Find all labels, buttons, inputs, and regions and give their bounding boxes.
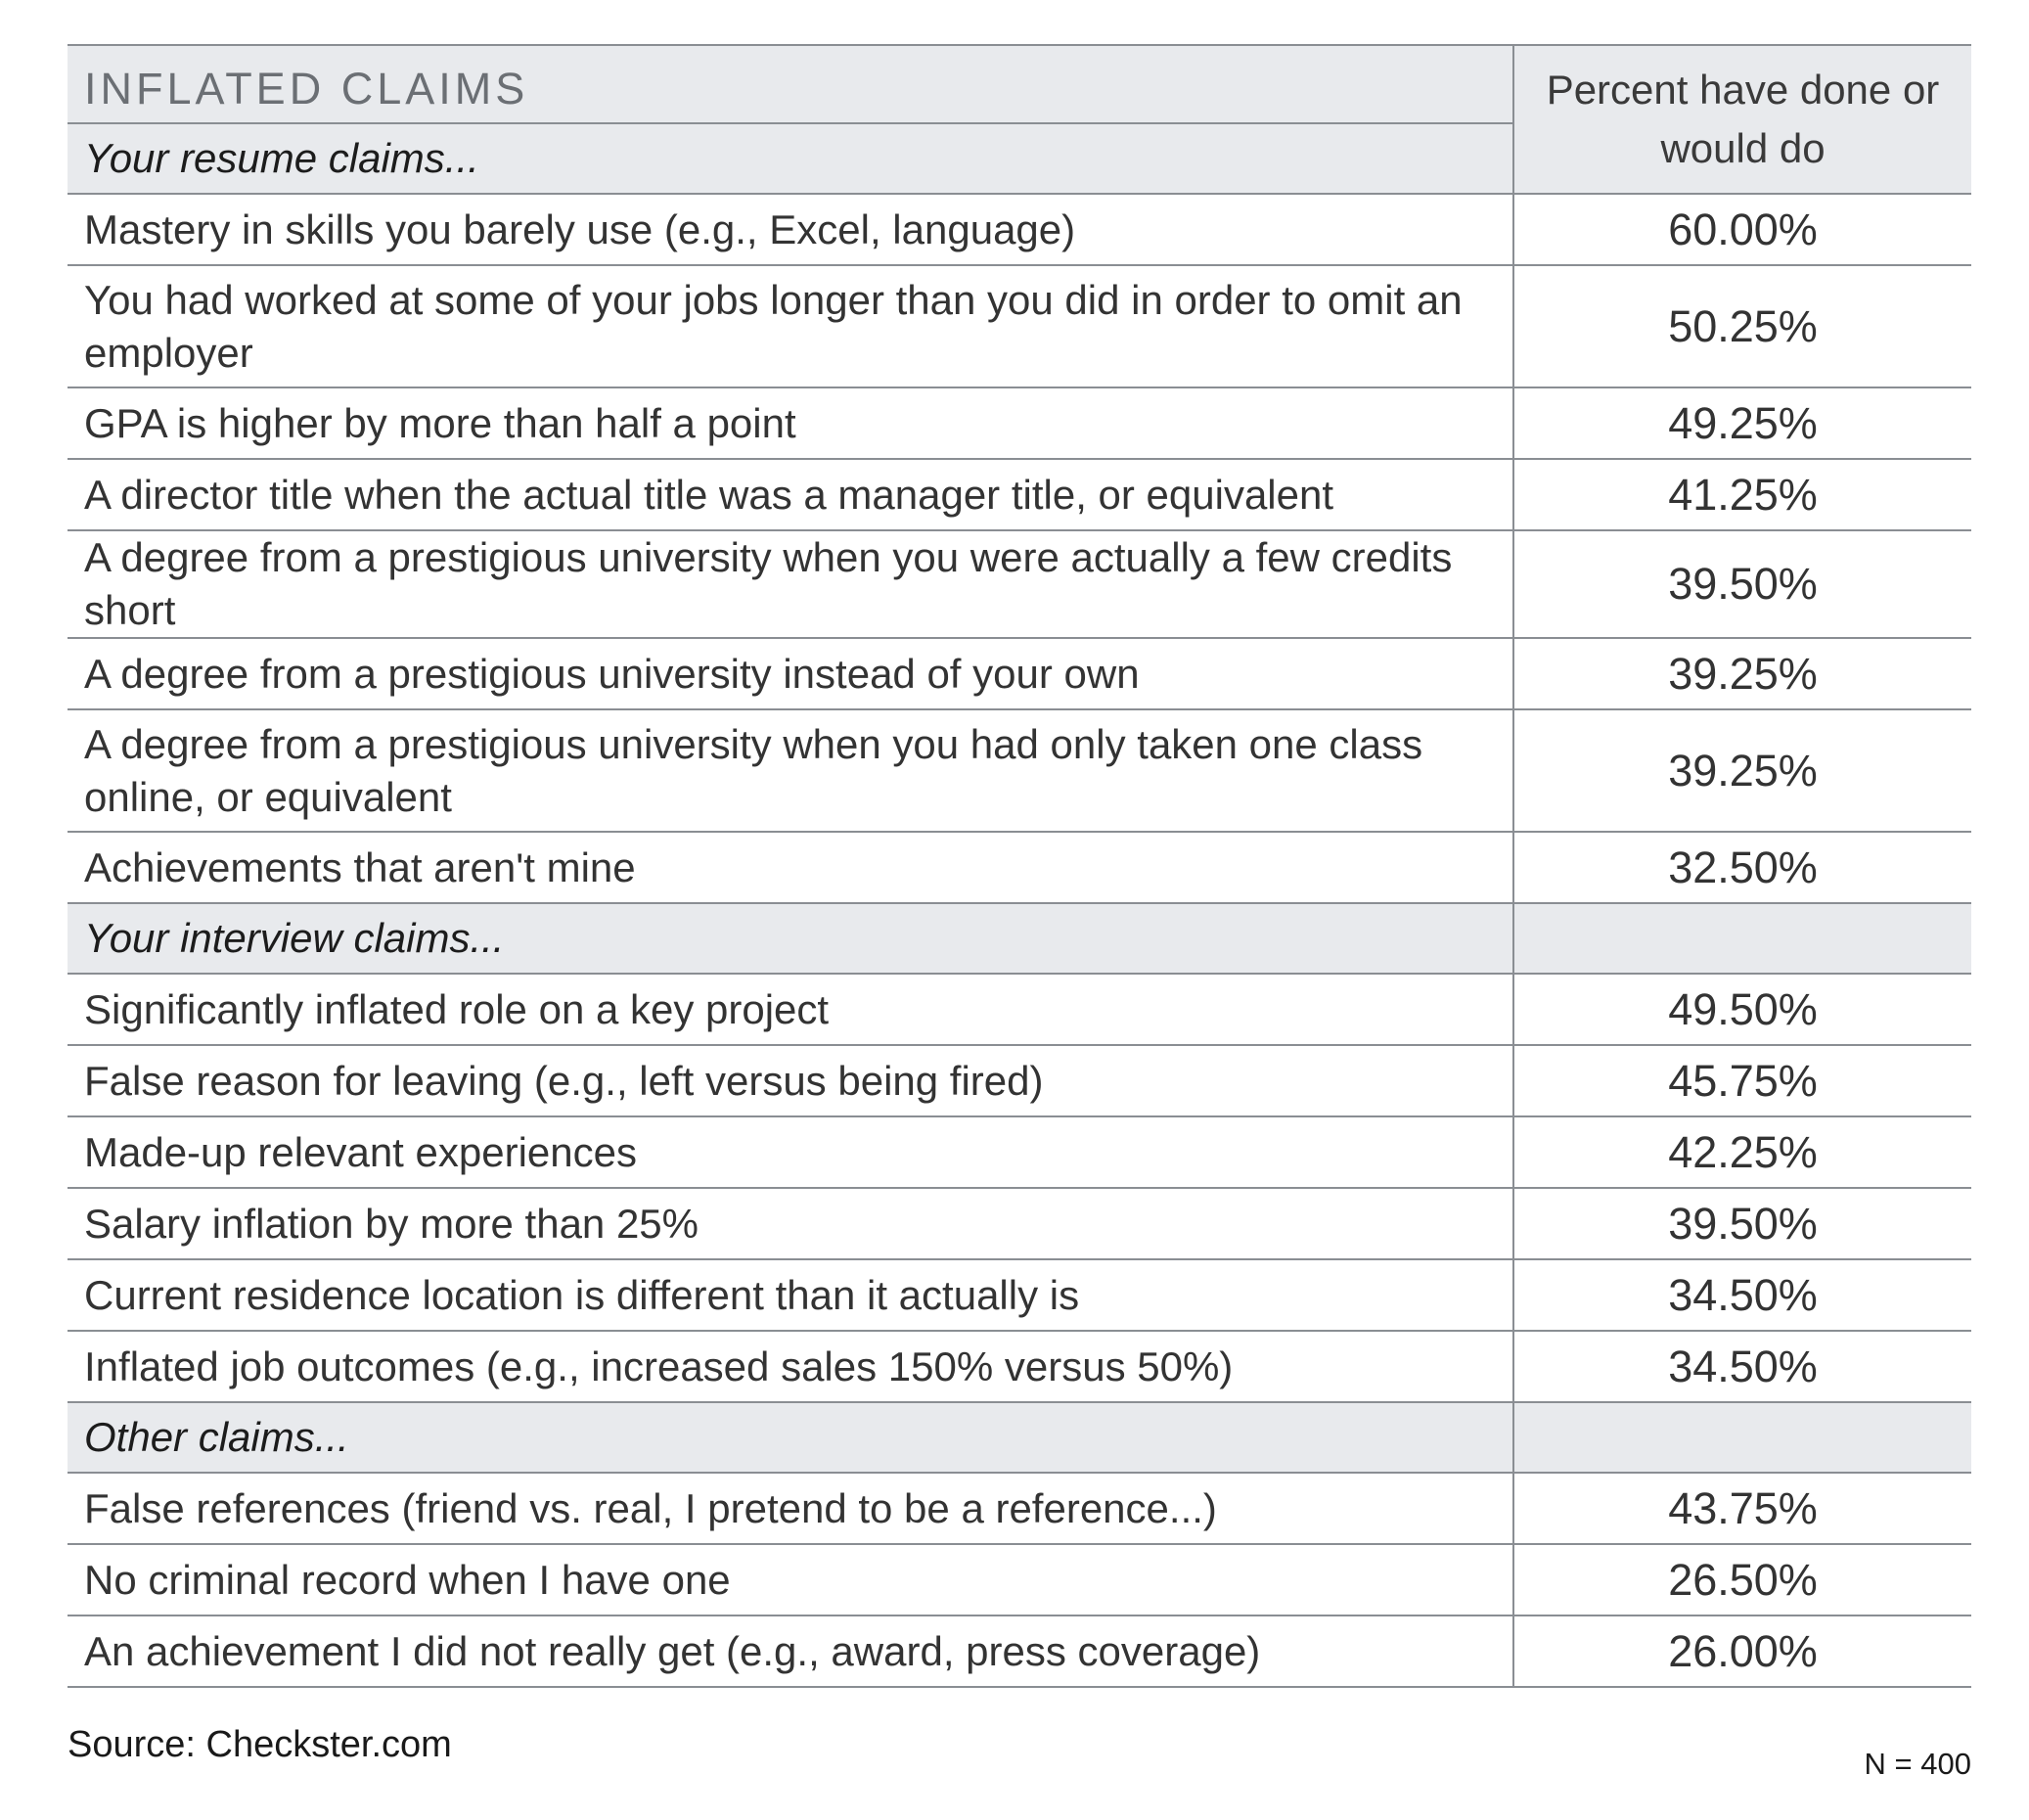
- claim-percent: 39.50%: [1513, 1188, 1971, 1259]
- table-row: [68, 832, 1971, 903]
- value-column-header: Percent have done or would do: [1513, 45, 1971, 194]
- table-row: [68, 1188, 1971, 1259]
- table-row: [68, 459, 1971, 530]
- claim-percent: 39.25%: [1513, 638, 1971, 709]
- claim-label: False reason for leaving (e.g., left versus being fired): [68, 1045, 1513, 1116]
- claim-label: Current residence location is different than it actually is: [68, 1259, 1513, 1331]
- table-row: [68, 1259, 1971, 1331]
- claim-label: False references (friend vs. real, I pretend to be a reference...): [68, 1473, 1513, 1544]
- inflated-claims-table: [68, 44, 1971, 1688]
- claims-table-container: [68, 44, 1971, 1688]
- claim-label: Mastery in skills you barely use (e.g., Excel, language): [68, 194, 1513, 265]
- section-header-row: [68, 1402, 1971, 1473]
- section-header-row: [68, 903, 1971, 974]
- table-row: [68, 530, 1971, 638]
- claim-percent: 34.50%: [1513, 1331, 1971, 1402]
- table-row: [68, 1544, 1971, 1615]
- claim-percent: 41.25%: [1513, 459, 1971, 530]
- claim-percent: 60.00%: [1513, 194, 1971, 265]
- claim-percent: 32.50%: [1513, 832, 1971, 903]
- claim-label: Significantly inflated role on a key project: [68, 974, 1513, 1045]
- claim-percent: 39.25%: [1513, 709, 1971, 832]
- table-row: [68, 1331, 1971, 1402]
- claim-label: A director title when the actual title was a manager title, or equivalent: [68, 459, 1513, 530]
- table-title: INFLATED CLAIMS: [68, 45, 1513, 123]
- table-row: [68, 265, 1971, 387]
- claim-percent: 39.50%: [1513, 530, 1971, 638]
- claim-label: A degree from a prestigious university instead of your own: [68, 638, 1513, 709]
- claim-label: An achievement I did not really get (e.g., award, press coverage): [68, 1615, 1513, 1687]
- claim-percent: 26.50%: [1513, 1544, 1971, 1615]
- section-heading-value-cell: [1513, 1402, 1971, 1473]
- claim-label: GPA is higher by more than half a point: [68, 387, 1513, 459]
- claim-label: Made-up relevant experiences: [68, 1116, 1513, 1188]
- claim-percent: 49.50%: [1513, 974, 1971, 1045]
- table-header-row: [68, 45, 1971, 123]
- section-heading: Other claims...: [68, 1402, 1513, 1473]
- source-note: Source: Checkster.com: [68, 1724, 452, 1765]
- claim-percent: 50.25%: [1513, 265, 1971, 387]
- table-row: [68, 387, 1971, 459]
- claim-label: No criminal record when I have one: [68, 1544, 1513, 1615]
- table-row: [68, 194, 1971, 265]
- claim-percent: 34.50%: [1513, 1259, 1971, 1331]
- table-row: [68, 1116, 1971, 1188]
- table-row: [68, 1045, 1971, 1116]
- claim-label: Salary inflation by more than 25%: [68, 1188, 1513, 1259]
- table-row: [68, 974, 1971, 1045]
- claim-label: Inflated job outcomes (e.g., increased sales 150% versus 50%): [68, 1331, 1513, 1402]
- claim-percent: 43.75%: [1513, 1473, 1971, 1544]
- claim-percent: 42.25%: [1513, 1116, 1971, 1188]
- claim-label: Achievements that aren't mine: [68, 832, 1513, 903]
- table-row: [68, 709, 1971, 832]
- claim-percent: 49.25%: [1513, 387, 1971, 459]
- claim-label: You had worked at some of your jobs longer than you did in order to omit an employer: [68, 265, 1513, 387]
- section-heading-value-cell: [1513, 903, 1971, 974]
- table-row: [68, 638, 1971, 709]
- section-heading: Your interview claims...: [68, 903, 1513, 974]
- claim-label: A degree from a prestigious university when you had only taken one class online, or equivalent: [68, 709, 1513, 832]
- table-row: [68, 1615, 1971, 1687]
- section-heading: Your resume claims...: [68, 123, 1513, 194]
- sample-size-note: N = 400: [1864, 1747, 1971, 1781]
- claim-percent: 45.75%: [1513, 1045, 1971, 1116]
- claim-label: A degree from a prestigious university when you were actually a few credits short: [68, 530, 1513, 638]
- claim-percent: 26.00%: [1513, 1615, 1971, 1687]
- table-row: [68, 1473, 1971, 1544]
